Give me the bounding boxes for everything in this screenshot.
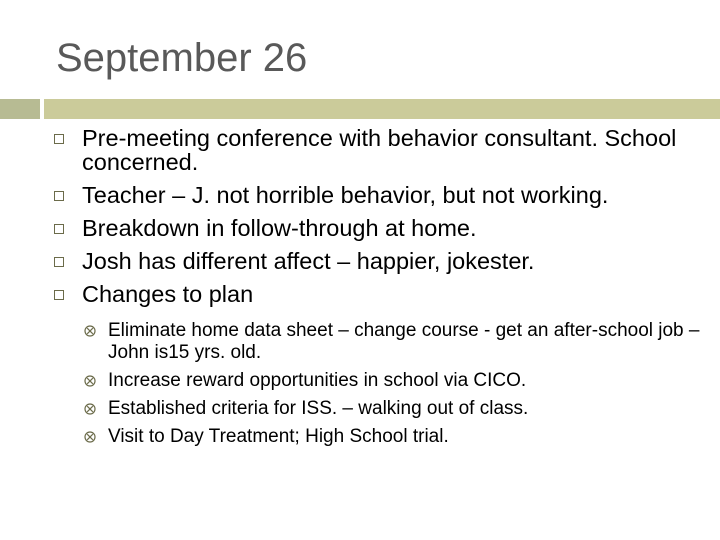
- title-underline-right-bar: [44, 99, 720, 119]
- sub-bullet-item: [84, 320, 704, 364]
- sub-bullet-item: [84, 426, 704, 448]
- sub-bullet-text: Increase reward opportunities in school via CICO.: [108, 370, 527, 391]
- sub-bullet-item: [84, 370, 704, 392]
- sub-bullet-list: [84, 320, 704, 454]
- square-bullet-icon: [54, 191, 64, 201]
- square-bullet-icon: [54, 134, 64, 144]
- bullet-list: [54, 126, 714, 315]
- circle-cross-bullet-icon: [84, 375, 96, 387]
- sub-bullet-text: Eliminate home data sheet – change course - get an after-school job – John is15 yrs. old.: [108, 320, 700, 363]
- bullet-item: [54, 216, 714, 240]
- bullet-text: Breakdown in follow-through at home.: [82, 215, 477, 241]
- square-bullet-icon: [54, 257, 64, 267]
- sub-bullet-text: Established criteria for ISS. – walking out of class.: [108, 398, 529, 419]
- bullet-item: [54, 282, 714, 306]
- bullet-text: Josh has different affect – happier, jokester.: [82, 248, 535, 274]
- bullet-item: [54, 126, 714, 174]
- bullet-item: [54, 249, 714, 273]
- square-bullet-icon: [54, 290, 64, 300]
- circle-cross-bullet-icon: [84, 403, 96, 415]
- circle-cross-bullet-icon: [84, 431, 96, 443]
- circle-cross-bullet-icon: [84, 325, 96, 337]
- bullet-text: Changes to plan: [82, 281, 254, 307]
- sub-bullet-item: [84, 398, 704, 420]
- slide-title: September 26: [56, 36, 308, 80]
- square-bullet-icon: [54, 224, 64, 234]
- title-underline-left-bar: [0, 99, 40, 119]
- bullet-text: Teacher – J. not horrible behavior, but not working.: [82, 182, 609, 208]
- sub-bullet-text: Visit to Day Treatment; High School trial.: [108, 426, 449, 447]
- bullet-text: Pre-meeting conference with behavior consultant. School concerned.: [82, 125, 677, 175]
- bullet-item: [54, 183, 714, 207]
